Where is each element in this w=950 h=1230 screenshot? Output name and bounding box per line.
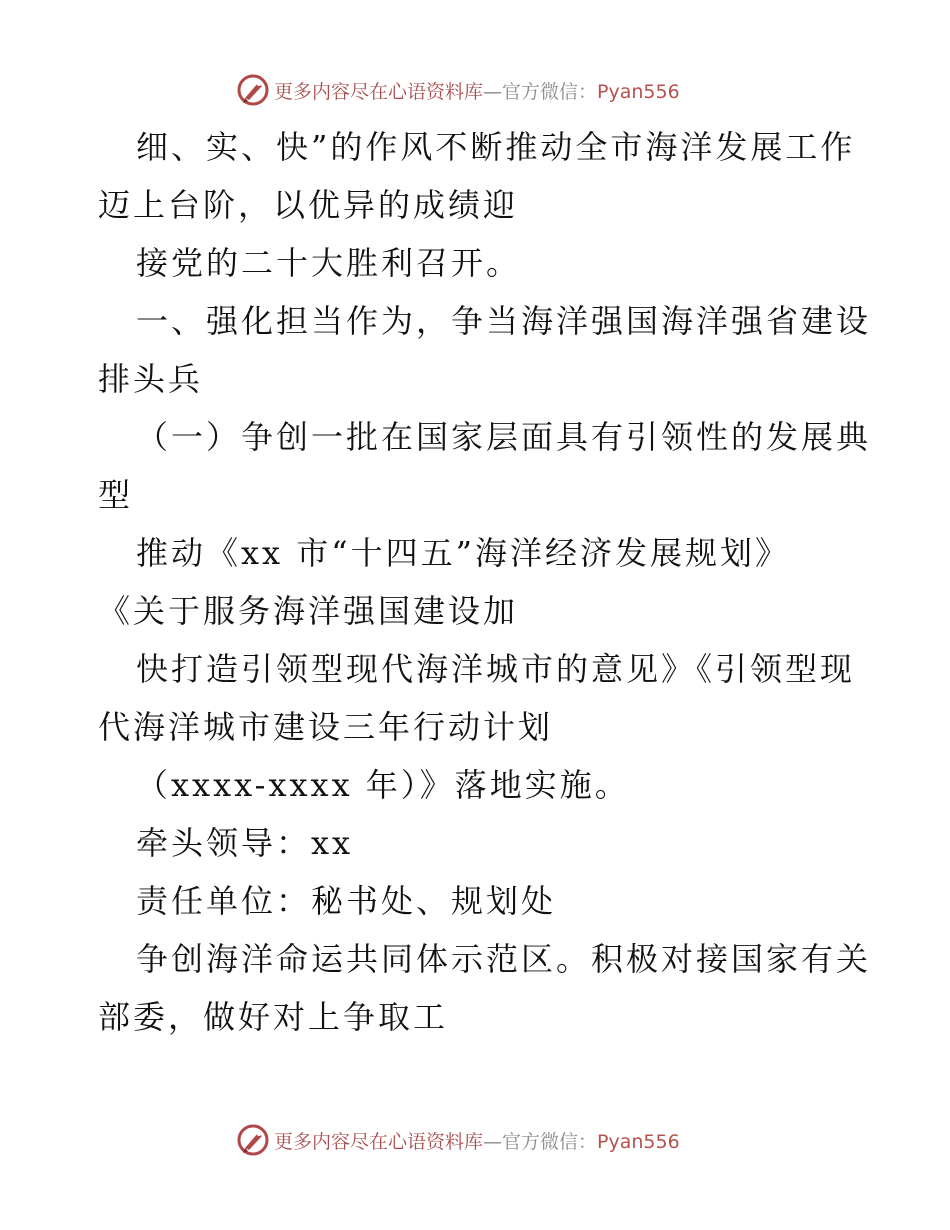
pen-logo-icon <box>236 1123 270 1157</box>
text-line: 推动《xx 市“十四五”海洋经济发展规划》 <box>136 534 790 572</box>
watermark-text <box>274 1127 680 1154</box>
pen-logo-icon <box>236 73 270 107</box>
text-line: 接党的二十大胜利召开。 <box>136 244 522 282</box>
responsible-unit-line: 责任单位：秘书处、规划处 <box>136 882 557 920</box>
document-body <box>98 118 872 1046</box>
section-heading: 一、强化担当作为，争当海洋强国海洋强省建设 <box>136 302 872 340</box>
text-line: 快打造引领型现代海洋城市的意见》《引领型现 <box>136 650 856 688</box>
watermark-label: 官方微信： <box>502 80 598 103</box>
watermark-id: Pyan556 <box>597 1130 680 1153</box>
watermark-brand: 更多内容尽在心语资料库 <box>274 80 484 103</box>
lead-leader-line: 牵头领导：xx <box>136 824 354 862</box>
text-line: 部委，做好对上争取工 <box>98 998 449 1036</box>
text-line: 《关于服务海洋强国建设加 <box>98 592 519 630</box>
watermark-dash: — <box>483 1130 503 1153</box>
text-line: （xxxx-xxxx 年）》落地实施。 <box>136 766 630 804</box>
watermark-label: 官方微信： <box>502 1130 598 1153</box>
watermark-dash: — <box>483 80 503 103</box>
watermark-brand: 更多内容尽在心语资料库 <box>274 1130 484 1153</box>
text-line: 代海洋城市建设三年行动计划 <box>98 708 554 746</box>
section-heading-cont: 排头兵 <box>98 360 204 398</box>
subsection-heading: （一）争创一批在国家层面具有引领性的发展典 <box>136 418 872 456</box>
watermark-text <box>274 77 680 104</box>
text-line: 迈上台阶，以优异的成绩迎 <box>98 186 519 224</box>
text-line: 争创海洋命运共同体示范区。积极对接国家有关 <box>136 940 872 978</box>
header-watermark <box>236 72 680 108</box>
watermark-id: Pyan556 <box>597 80 680 103</box>
text-line: 细、实、快”的作风不断推动全市海洋发展工作 <box>136 128 856 166</box>
footer-watermark <box>236 1122 680 1158</box>
subsection-heading-cont: 型 <box>98 476 134 514</box>
